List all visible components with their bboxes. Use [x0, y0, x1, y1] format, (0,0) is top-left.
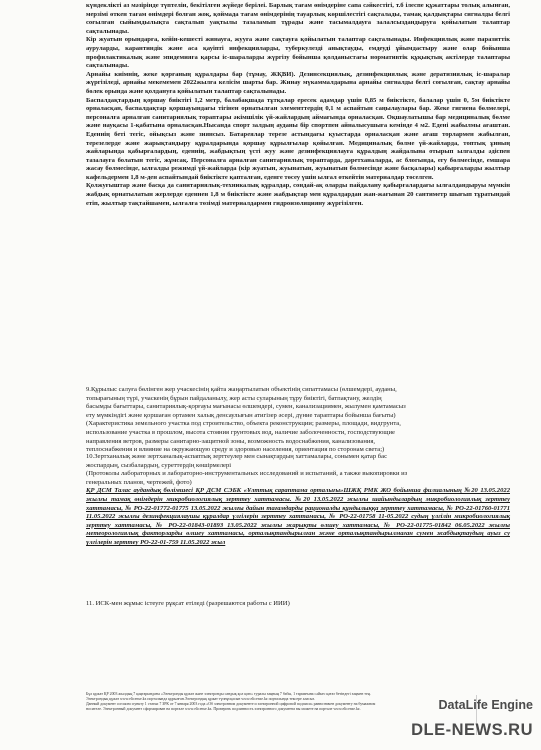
section-10: [86, 453, 510, 548]
section-9-line: использование участка в прошлом, высота стояния грунтовых вод, наличие заболоченности, господствующие: [86, 428, 395, 436]
top-paragraph: Арнайы киімнің, жеке қорғаның құралдары бар (тұмау, ЖҚВИ). Дезинсекциялық, дезинфекциялық және дератизиялық іс-шаралар жүргізіледі, арнайы мекемемен 2022жылға келісім шарты бар. Жинау мүкаммалдарына арнайы сигналды белгі соғылған, сақтау арнайы бөлек орында және қолдануға қойылатын талаптар сақталынады.: [86, 70, 510, 95]
section-10-line: (Протоколы лабораторных и лабораторно-инструментальных исследований и испытаний, а также выкопировки из: [86, 470, 408, 478]
section-11: [86, 600, 510, 609]
section-10-line: 10.Зертханалық және зертханалық-аспаптық зерттеулер мен сынақтардың хаттамалары, сонымен қатар бас: [86, 453, 388, 460]
footer-line: Бұл құжат ҚР 2003 жылдың 7 қаңтарындағы «Электронды құжат және электронды сандық қол қою» туралы заңның 7 бабы, 1 тармағына сәйкес қағаз бетіндегі заңмен тең.: [86, 692, 371, 696]
section-9-line: ету мүмкіндігі және қоршаған ортамен халық денсаулығын атигізер әсері, дүние тараптары бойынша бағыты): [86, 411, 396, 419]
section-9-line: басымды бағыттары, санитариялық-қорғауы мағынасы өлшемдері, сумен, канализациямен, жылумен қамтамасыз: [86, 403, 406, 411]
section-9: [86, 386, 510, 455]
section-9-line: направления ветров, размеры санитарно-защитной зоны, возможность водоснабжения, канализования,: [86, 437, 376, 445]
top-text-block: [86, 2, 510, 208]
section-9-line: топырағының түрі, учаскенің бұрын пайдаланылу, жер асты суларының тұру биіктігі, батпақтану, желдің: [86, 394, 382, 402]
section-9-line: (Характеристика земельного участка под строительство, объекта реконструкции; размеры, площади, видгрунта,: [86, 420, 401, 428]
section-9-line: теплоснабжения и влияние на окружающую среду и здоровью населения, ориентация по сторонам света;): [86, 446, 385, 454]
footer-line: Электрондық құжат www.elicense.kz порталында құрылған.Электрондық құжат түпнұсқасын www.elicense.kz порталында тексере аласыз.: [86, 697, 315, 701]
section-10-line: жоспардың, сызбалардың, суреттердің көшірмелері: [86, 461, 232, 469]
footer-line: Данный документ согласно пункту 1 статьи 7 ЗРК от 7 января 2003 года «Об электронном документе и электронной цифровой подписи» равнозначен документу на бумажном: [86, 702, 376, 706]
top-paragraph: күндеклікті аз мәзірінде түптелін, бекітілген жүйеде берілеі. Барлық тағам өнімдеріне сапа сәйкестігі, т.б ілеспе құжаттары толық алынған, мерзімі өткен тағам өнімдері болған жоқ, қоймада тағам өнімдерінің тауарлық көршілестігі сақталады, тамақ қалдықтары сигналды белгі соғылған сыйымдылықта сақталып уақтылы тазаламып тұрады және тасымалдауға залалсыздандыруға қойылатын талаптар сақталынады.: [86, 2, 510, 35]
section-11-text: 11. ИСК-мен жұмыс істеуге рұқсат етіледі (разрешаются работы с ИИИ): [86, 600, 290, 607]
top-paragraph: Кір жуатын орындарға, кейін-кешесті жинауға, жууға және сақтауға қойылатын талаптар сақталынады. Инфекциялық және паразиттік ауруларды, карантиндік және аса қауіпті инфекцияларды, туберкулезді анықтауды, емдеуді ұйымдастыру және олар бойынша профилактикалық және эпидемияға қарсы іс-шараларды жүргізу бойынша қолданыстағы нормативтік құқықтық актілерде талаптары сақталынады.: [86, 36, 510, 70]
lab-protocols-list: ҚР ДСМ Талас аудандық бөлімшесі ҚР ДСМ СЭБК «Ұлттық сараптама орталығы»ШЖҚ РМК ЖО бойынша филиалының №20 13.05.2022 жылғы тамақ өнімдерін микробиологиялық зерттеу хаттамасы. №20 13.05.2022 жылғы шайындылардың микробиологиялық зерттеу хаттамасы, № РО-22-01772-01775 13.05.2022 жылғы дайын тағамдарды рационалды құндылыққа зерттеу хаттамасы, № РО-22-01760-01771 11.05.2022 жылғы дезинфекциялаушы құралдар үлгілерін зерттеу хаттамасы, № РО-22-01758 11-05.2022 судың үлгілін микробиологиялық зерттеу хаттамасы, № РО-22-01843-01893 13.05.2022 жылғы жарықты өлшеу хаттамасы, № РО-22-01775-01842 06.05.2022 жылғы метеорологиялық факторларды өлшеу хаттамасы, орталықтандырылған және орталықтандырылмаған сумен жабдықтаудың ауыз су үлгілерін зерттеу РО-22-01-759 11.05.2022 жыл: [86, 487, 510, 546]
top-paragraph: Қолжуғыштар және басқа да санитариялық-техникалық құралдар, сондай-ақ оларды пайдалану қабырғалардағы ылғалдандыруы мүмкін жабдық орнатылатын жерлерде еденнен 1,8 м биіктікте және жабдықтар мен құралдардан жан-жағынан 20 сантиметр шығып тұратындай етіп, жылтыр тақтайшамен, ылғалға төзімді материалдармен гидроизоляцияну жүргізілген.: [86, 182, 510, 207]
footer-line: носителе. Электронный документ сформирован на портале www.elicense.kz. Проверить подлинность электронного документа вы можете на портале www.elicense.kz.: [86, 707, 361, 711]
legal-footer: [86, 692, 461, 712]
section-10-line: генеральных планов, чертежей, фото): [86, 478, 192, 486]
top-paragraph: Баспалдақтардың қоршау биіктігі 1,2 метр, балабақшада тұтқалар ересек адамдар үшін 0,85 м биіктікте, балалар үшін 0, 5м биіктікте орналасқан, баспалдақтар қоршауындағы тігінен орнатылған элементтердің 0,1 м аспайтын саңылаулары бар. Жеке гигиена бөлмелері, персоналға арналған санитариялық тораптары әкімшілік үй-жайлардың аймағында орналасқан. Оқшаулатышы бар медициналық бөлме және науқасы 1-қабатына орналасқан.Нысанда спорт залдың ауданы бір спортпен айналысушыға кемінде 4 м2. Едені жабылмы ағаштан. Еденнің беті тегіс, ойықсыз және зиянсыз. Батареялар терезе астындағы қуыстарда орналасқан және ағаш торлармен жабылған, терезелерде және жарықтандыру құралдарында қоршау құрылғылар қойылған. Медициналық бөлме үй-жайларда, топтық ұнның жайларында қабырғалардың, еденнің, жабдықтың үсті жуу және дезинфекциялауға құралдың жайдалына отырып ылғалды әдіспен тазалауға болатын тегіс, жұмсақ. Персоналға арналған санитариялық тораптарда, дәретханаларда, ас блогында, егу бөлмесінде, емшара жасау бөлмесінде, ылғалды режимді үй-жайларда (кір жуатын, жуынатын, жуынатын бөлмесінде және басқалары) қабырғаларды жылтыр кафельдермен 1,8 м-ден аспайтындай биіктікте қапталған, еденге төсеу үшін ылғал өткейтін материалдар төселген.: [86, 96, 510, 181]
section-9-line: 9.Құрылыс салуға бөлінген жер учаскесінің қайта жаңартылатын объектінің сипаттамасы (өлшемдері, ауданы,: [86, 386, 397, 393]
watermark-site: DLE-NEWS.RU: [411, 721, 533, 739]
watermark-title: DataLife Engine: [438, 698, 533, 712]
